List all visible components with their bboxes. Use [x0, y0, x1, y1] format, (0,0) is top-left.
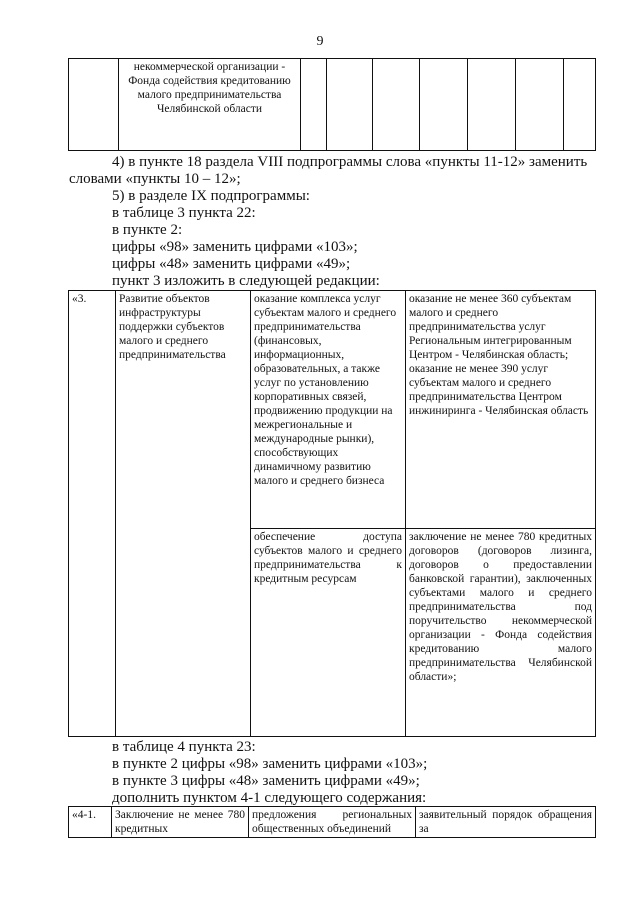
paragraph: в таблице 3 пункта 22: — [112, 205, 256, 221]
page-number: 9 — [316, 34, 324, 49]
paragraph: 5) в разделе IX подпрограммы: — [112, 188, 310, 204]
paragraph: цифры «48» заменить цифрами «49»; — [112, 256, 351, 272]
top-table-text: некоммерческой организации - Фонда содействия кредитованию малого предпринимательства Челябинской области — [119, 59, 301, 151]
paragraph: цифры «98» заменить цифрами «103»; — [112, 239, 358, 255]
table-3-name: Развитие объектов инфраструктуры поддержки субъектов малого и среднего предпринимательства — [116, 291, 251, 737]
table-3-measure-1: оказание комплекса услуг субъектам малого и среднего предпринимательства (финансовых, информационных, образовательных, а также услуг по установлению корпоративных связей, продвижению продукции на межрегиональные и международные рынки), способствующих динамичному развитию малого и среднего бизнеса — [251, 291, 406, 529]
table-4-col-2: предложения региональных общественных объединений — [249, 807, 416, 838]
table-4 — [68, 806, 596, 838]
paragraph: 4) в пункте 18 раздела VIII подпрограммы слова «пункты 11-12» заменить — [112, 154, 588, 170]
paragraph: словами «пункты 10 – 12»; — [69, 171, 241, 187]
top-table — [68, 58, 596, 151]
table-4-col-3: заявительный порядок обращения за — [416, 807, 596, 838]
table-3 — [68, 290, 596, 737]
paragraph: пункт 3 изложить в следующей редакции: — [112, 273, 380, 289]
table-4-num: «4-1. — [69, 807, 112, 838]
table-3-result-2: заключение не менее 780 кредитных договоров (договоров лизинга, договоров о предоставлении банковской гарантии), заключенных субъектами малого и среднего предпринимательства под поручительство некоммерческой организации - Фонда содействия кредитованию малого предпринимательства Челябинской области»; — [406, 529, 596, 737]
paragraph: в пункте 3 цифры «48» заменить цифрами «49»; — [112, 773, 420, 789]
table-3-result-1: оказание не менее 360 субъектам малого и среднего предпринимательства услуг Региональным интегрированным Центром - Челябинская область; оказание не менее 390 услуг субъектам малого и среднего предпринимательства Центром инжиниринга - Челябинская область — [406, 291, 596, 529]
paragraph: в пункте 2: — [112, 222, 183, 238]
paragraph: в пункте 2 цифры «98» заменить цифрами «103»; — [112, 756, 428, 772]
table-3-num: «3. — [69, 291, 116, 737]
paragraph: дополнить пунктом 4-1 следующего содержания: — [112, 790, 427, 806]
table-3-measure-2: обеспечение доступа субъектов малого и среднего предпринимательства к кредитным ресурсам — [251, 529, 406, 737]
paragraph: в таблице 4 пункта 23: — [112, 739, 256, 755]
table-4-col-1: Заключение не менее 780 кредитных — [112, 807, 249, 838]
